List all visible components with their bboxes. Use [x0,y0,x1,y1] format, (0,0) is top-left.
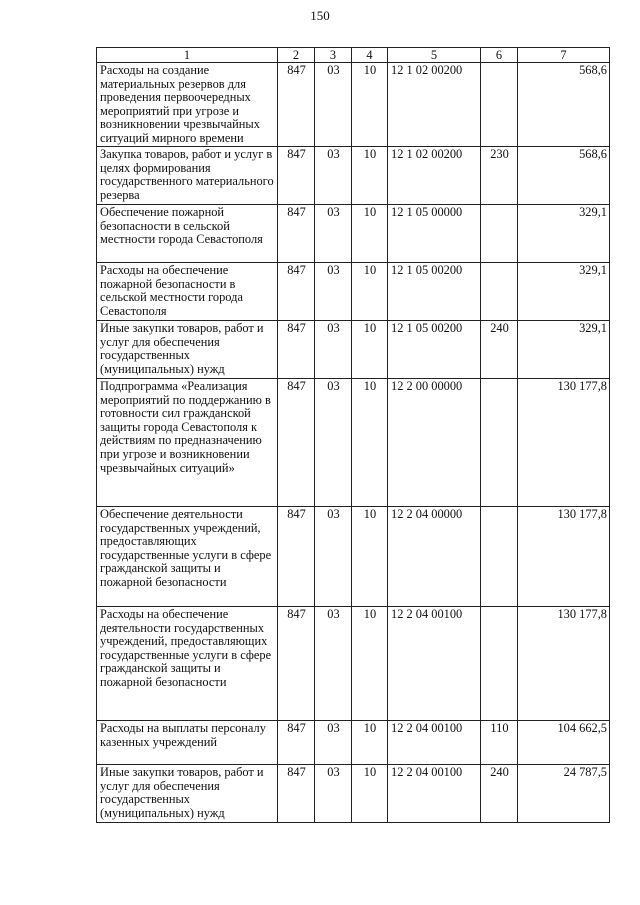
subsection-code: 10 [352,507,388,607]
expense-type-code [481,507,518,607]
ministry-code: 847 [278,379,315,507]
target-article-code: 12 2 00 00000 [388,379,481,507]
item-name: Обеспечение пожарной безопасности в сельской местности города Севастополя [97,205,278,263]
ministry-code: 847 [278,507,315,607]
subsection-code: 10 [352,379,388,507]
subsection-code: 10 [352,607,388,721]
column-header: 7 [518,48,610,63]
subsection-code: 10 [352,63,388,147]
amount: 130 177,8 [518,607,610,721]
amount: 329,1 [518,263,610,321]
target-article-code: 12 1 05 00200 [388,263,481,321]
table-row [97,147,610,205]
table-row [97,263,610,321]
table-row [97,379,610,507]
expense-type-code [481,607,518,721]
table-row [97,721,610,765]
expense-type-code: 230 [481,147,518,205]
amount: 104 662,5 [518,721,610,765]
table-row [97,507,610,607]
page-number: 150 [310,8,330,23]
ministry-code: 847 [278,205,315,263]
expense-type-code: 240 [481,765,518,823]
amount: 568,6 [518,147,610,205]
header-row [97,48,610,63]
table-row [97,205,610,263]
expense-type-code [481,205,518,263]
amount: 329,1 [518,321,610,379]
target-article-code: 12 1 02 00200 [388,147,481,205]
target-article-code: 12 2 04 00100 [388,607,481,721]
budget-table [96,47,610,823]
section-code: 03 [315,607,352,721]
item-name: Расходы на создание материальных резервов для проведения первоочередных мероприятий при угрозе и возникновении чрезвычайных ситуаций мирного времени [97,63,278,147]
ministry-code: 847 [278,321,315,379]
amount: 568,6 [518,63,610,147]
item-name: Обеспечение деятельности государственных учреждений, предоставляющих государственные услуги в сфере гражданской защиты и пожарной безопасности [97,507,278,607]
expense-type-code [481,263,518,321]
target-article-code: 12 1 05 00200 [388,321,481,379]
subsection-code: 10 [352,321,388,379]
item-name: Расходы на обеспечение пожарной безопасности в сельской местности города Севастополя [97,263,278,321]
target-article-code: 12 2 04 00000 [388,507,481,607]
amount: 329,1 [518,205,610,263]
target-article-code: 12 1 02 00200 [388,63,481,147]
target-article-code: 12 2 04 00100 [388,721,481,765]
target-article-code: 12 1 05 00000 [388,205,481,263]
subsection-code: 10 [352,263,388,321]
column-header: 1 [97,48,278,63]
section-code: 03 [315,63,352,147]
section-code: 03 [315,507,352,607]
expense-type-code [481,63,518,147]
column-header: 3 [315,48,352,63]
expense-type-code: 110 [481,721,518,765]
column-header: 4 [352,48,388,63]
item-name: Расходы на выплаты персоналу казенных учреждений [97,721,278,765]
ministry-code: 847 [278,607,315,721]
ministry-code: 847 [278,63,315,147]
section-code: 03 [315,263,352,321]
section-code: 03 [315,205,352,263]
amount: 130 177,8 [518,507,610,607]
table-row [97,321,610,379]
column-header: 6 [481,48,518,63]
target-article-code: 12 2 04 00100 [388,765,481,823]
item-name: Иные закупки товаров, работ и услуг для обеспечения государственных (муниципальных) нужд [97,765,278,823]
section-code: 03 [315,379,352,507]
table-row [97,607,610,721]
subsection-code: 10 [352,721,388,765]
ministry-code: 847 [278,721,315,765]
ministry-code: 847 [278,263,315,321]
subsection-code: 10 [352,147,388,205]
item-name: Расходы на обеспечение деятельности государственных учреждений, предоставляющих государственные услуги в сфере гражданской защиты и пожарной безопасности [97,607,278,721]
item-name: Иные закупки товаров, работ и услуг для обеспечения государственных (муниципальных) нужд [97,321,278,379]
item-name: Подпрограмма «Реализация мероприятий по поддержанию в готовности сил гражданской защиты города Севастополя к действиям по предназначению при угрозе и возникновении чрезвычайных ситуаций» [97,379,278,507]
section-code: 03 [315,147,352,205]
subsection-code: 10 [352,765,388,823]
section-code: 03 [315,721,352,765]
item-name: Закупка товаров, работ и услуг в целях формирования государственного материального резерва [97,147,278,205]
subsection-code: 10 [352,205,388,263]
section-code: 03 [315,321,352,379]
expense-type-code: 240 [481,321,518,379]
expense-type-code [481,379,518,507]
amount: 24 787,5 [518,765,610,823]
table-row [97,63,610,147]
column-header: 2 [278,48,315,63]
section-code: 03 [315,765,352,823]
ministry-code: 847 [278,765,315,823]
table-row [97,765,610,823]
column-header: 5 [388,48,481,63]
amount: 130 177,8 [518,379,610,507]
ministry-code: 847 [278,147,315,205]
